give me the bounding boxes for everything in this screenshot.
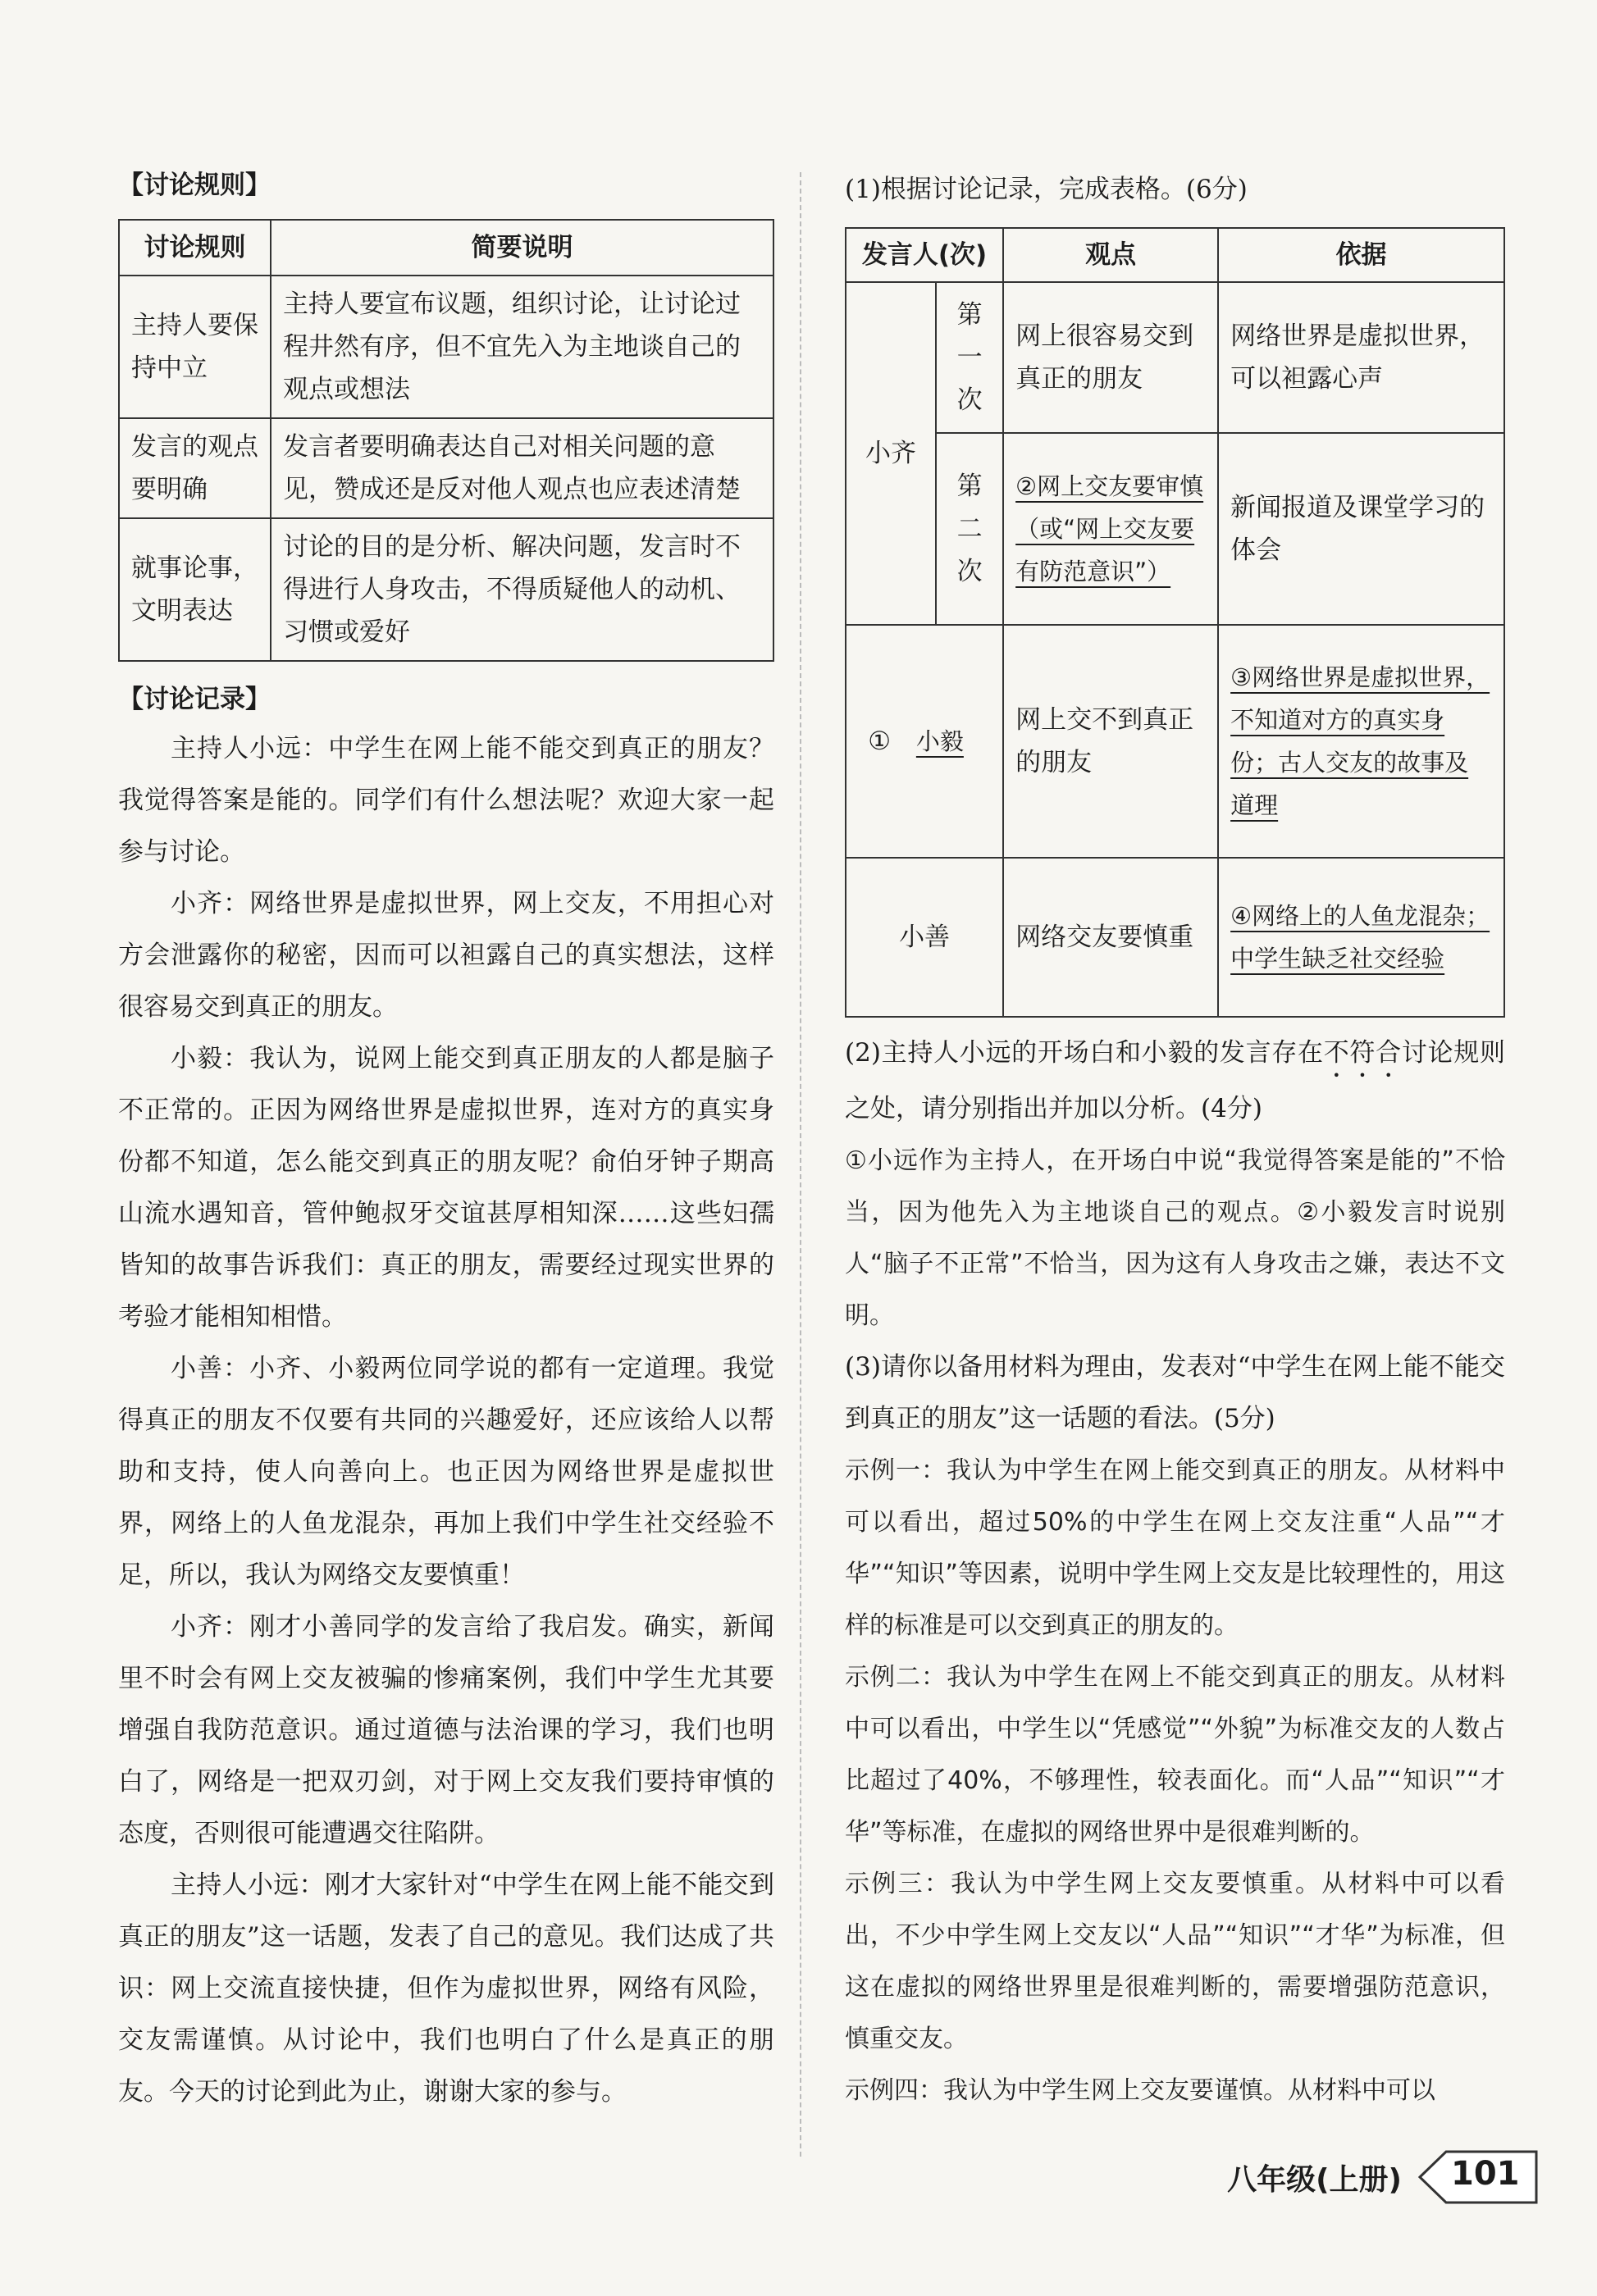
record-heading: 【讨论记录】	[118, 685, 271, 714]
question-1: (1)根据讨论记录，完成表格。(6分)	[845, 175, 1248, 204]
right-column	[845, 164, 1505, 2116]
rule-name: 主持人要保持中立	[119, 276, 271, 418]
rule-name: 发言的观点要明确	[119, 418, 271, 518]
record-paragraph: 小齐：刚才小善同学的发言给了我启发。确实，新闻里不时会有网上交友被骗的惨痛案例，我们中学生尤其要增强自我防范意识。通过道德与法治课的学习，我们也明白了，网络是一把双刃剑，对于网上交友我们要持审慎的态度，否则很可能遭遇交往陷阱。	[118, 1612, 774, 1848]
page-number-badge	[1417, 2148, 1540, 2206]
table-row	[846, 433, 1504, 625]
record-paragraph: 小善：小齐、小毅两位同学说的都有一定道理。我觉得真正的朋友不仅要有共同的兴趣爱好，还应该给人以帮助和支持，使人向善向上。也正因为网络世界是虚拟世界，网络上的人鱼龙混杂，再加上我们中学生社交经验不足，所以，我认为网络交友要慎重！	[118, 1354, 774, 1590]
record-paragraph: 小毅：我认为，说网上能交到真正朋友的人都是脑子不正常的。正因为网络世界是虚拟世界，连对方的真实身份都不知道，怎么能交到真正的朋友呢？俞伯牙钟子期高山流水遇知音，管仲鲍叔牙交谊甚厚相知深……这些妇孺皆知的故事告诉我们：真正的朋友，需要经过现实世界的考验才能相知相惜。	[118, 1044, 774, 1332]
emphasis-text: 不符合	[1323, 1038, 1402, 1068]
rule-desc: 讨论的目的是分析、解决问题，发言时不得进行人身攻击，不得质疑他人的动机、习惯或爱好	[271, 518, 773, 661]
rules-row	[119, 518, 773, 661]
record-paragraph: 小齐：网络世界是虚拟世界，网上交友，不用担心对方会泄露你的秘密，因而可以袒露自己的真实想法，这样很容易交到真正的朋友。	[118, 889, 774, 1022]
header-basis: 依据	[1218, 228, 1504, 282]
example-answer: 示例四：我认为中学生网上交友要谨慎。从材料中可以	[845, 2076, 1435, 2105]
example-answer: 示例一：我认为中学生在网上能交到真正的朋友。从材料中可以看出，超过50%的中学生在网上交友注重“人品”“才华”“知识”等因素，说明中学生网上交友是比较理性的，用这样的标准是可以交到真正的朋友的。	[845, 1456, 1505, 1640]
turn-first: 第一次	[936, 282, 1003, 433]
view-cell: 网上很容易交到真正的朋友	[1003, 282, 1218, 433]
speaker-xiaoqi: 小齐	[846, 282, 936, 625]
rules-header-desc: 简要说明	[271, 220, 773, 276]
answer-4: ④网络上的人鱼龙混杂；中学生缺乏社交经验	[1230, 902, 1490, 973]
record-paragraph: 主持人小远：刚才大家针对“中学生在网上能不能交到真正的朋友”这一话题，发表了自己的意见。我们达成了共识：网上交流直接快捷，但作为虚拟世界，网络有风险，交友需谨慎。从讨论中，我们也明白了什么是真正的朋友。今天的讨论到此为止，谢谢大家的参与。	[118, 1870, 774, 2107]
answer-3: ③网络世界是虚拟世界，不知道对方的真实身份；古人交友的故事及道理	[1230, 663, 1490, 819]
rules-table	[118, 219, 774, 662]
table-row	[846, 625, 1504, 858]
left-column	[118, 164, 774, 2118]
rule-desc: 发言者要明确表达自己对相关问题的意见，赞成还是反对他人观点也应表述清楚	[271, 418, 773, 518]
rule-name: 就事论事，文明表达	[119, 518, 271, 661]
answer-1: 小毅	[915, 727, 964, 755]
speaker-xiaoshan: 小善	[846, 858, 1003, 1017]
answer-table	[845, 227, 1505, 1018]
rules-row	[119, 276, 773, 418]
header-view: 观点	[1003, 228, 1218, 282]
table-row	[846, 858, 1504, 1017]
answer-2: ②网上交友要审慎（或“网上交友要有防范意识”）	[1015, 472, 1204, 585]
table-row	[846, 282, 1504, 433]
question-2-part-a: (2)主持人小远的开场白和小毅的发言存在	[845, 1038, 1324, 1068]
example-answer: 示例二：我认为中学生在网上不能交到真正的朋友。从材料中可以看出，中学生以“凭感觉”“外貌”为标准交友的人数占比超过了40%，不够理性，较表面化。而“人品”“知识”“才华”等标准，在虚拟的网络世界中是很难判断的。	[845, 1663, 1505, 1847]
view-cell: 网络交友要慎重	[1003, 858, 1218, 1017]
basis-cell: 网络世界是虚拟世界，可以袒露心声	[1218, 282, 1504, 433]
turn-second: 第二次	[936, 433, 1003, 625]
answer-q2: ①小远作为主持人，在开场白中说“我觉得答案是能的”不恰当，因为他先入为主地谈自己的观点。②小毅发言时说别人“脑子不正常”不恰当，因为这有人身攻击之嫌，表达不文明。	[845, 1146, 1505, 1330]
rules-heading: 【讨论规则】	[118, 171, 271, 200]
page-footer	[1227, 2148, 1540, 2206]
basis-cell: 新闻报道及课堂学习的体会	[1218, 433, 1504, 625]
question-3: (3)请你以备用材料为理由，发表对“中学生在网上能不能交到真正的朋友”这一话题的看法。(5分)	[845, 1352, 1505, 1433]
question-2-part-b: 讨论规则之处，请分别指出并加以分析。(4分)	[845, 1038, 1505, 1123]
question-2	[845, 1027, 1505, 1135]
answer-1-prefix: ①	[868, 727, 892, 756]
view-cell: 网上交不到真正的朋友	[1003, 625, 1218, 858]
rule-desc: 主持人要宣布议题，组织讨论，让讨论过程井然有序，但不宜先入为主地谈自己的观点或想法	[271, 276, 773, 418]
example-answer: 示例三：我认为中学生网上交友要慎重。从材料中可以看出，不少中学生网上交友以“人品”“知识”“才华”为标准，但这在虚拟的网络世界里是很难判断的，需要增强防范意识，慎重交友。	[845, 1870, 1505, 2053]
header-speaker: 发言人(次)	[846, 228, 1003, 282]
column-divider	[800, 172, 801, 2157]
rules-row	[119, 418, 773, 518]
rules-header-rule: 讨论规则	[119, 220, 271, 276]
grade-label: 八年级(上册)	[1227, 2162, 1402, 2197]
page-number: 101	[1451, 2155, 1520, 2193]
record-paragraph: 主持人小远：中学生在网上能不能交到真正的朋友？我觉得答案是能的。同学们有什么想法呢？欢迎大家一起参与讨论。	[118, 734, 774, 867]
